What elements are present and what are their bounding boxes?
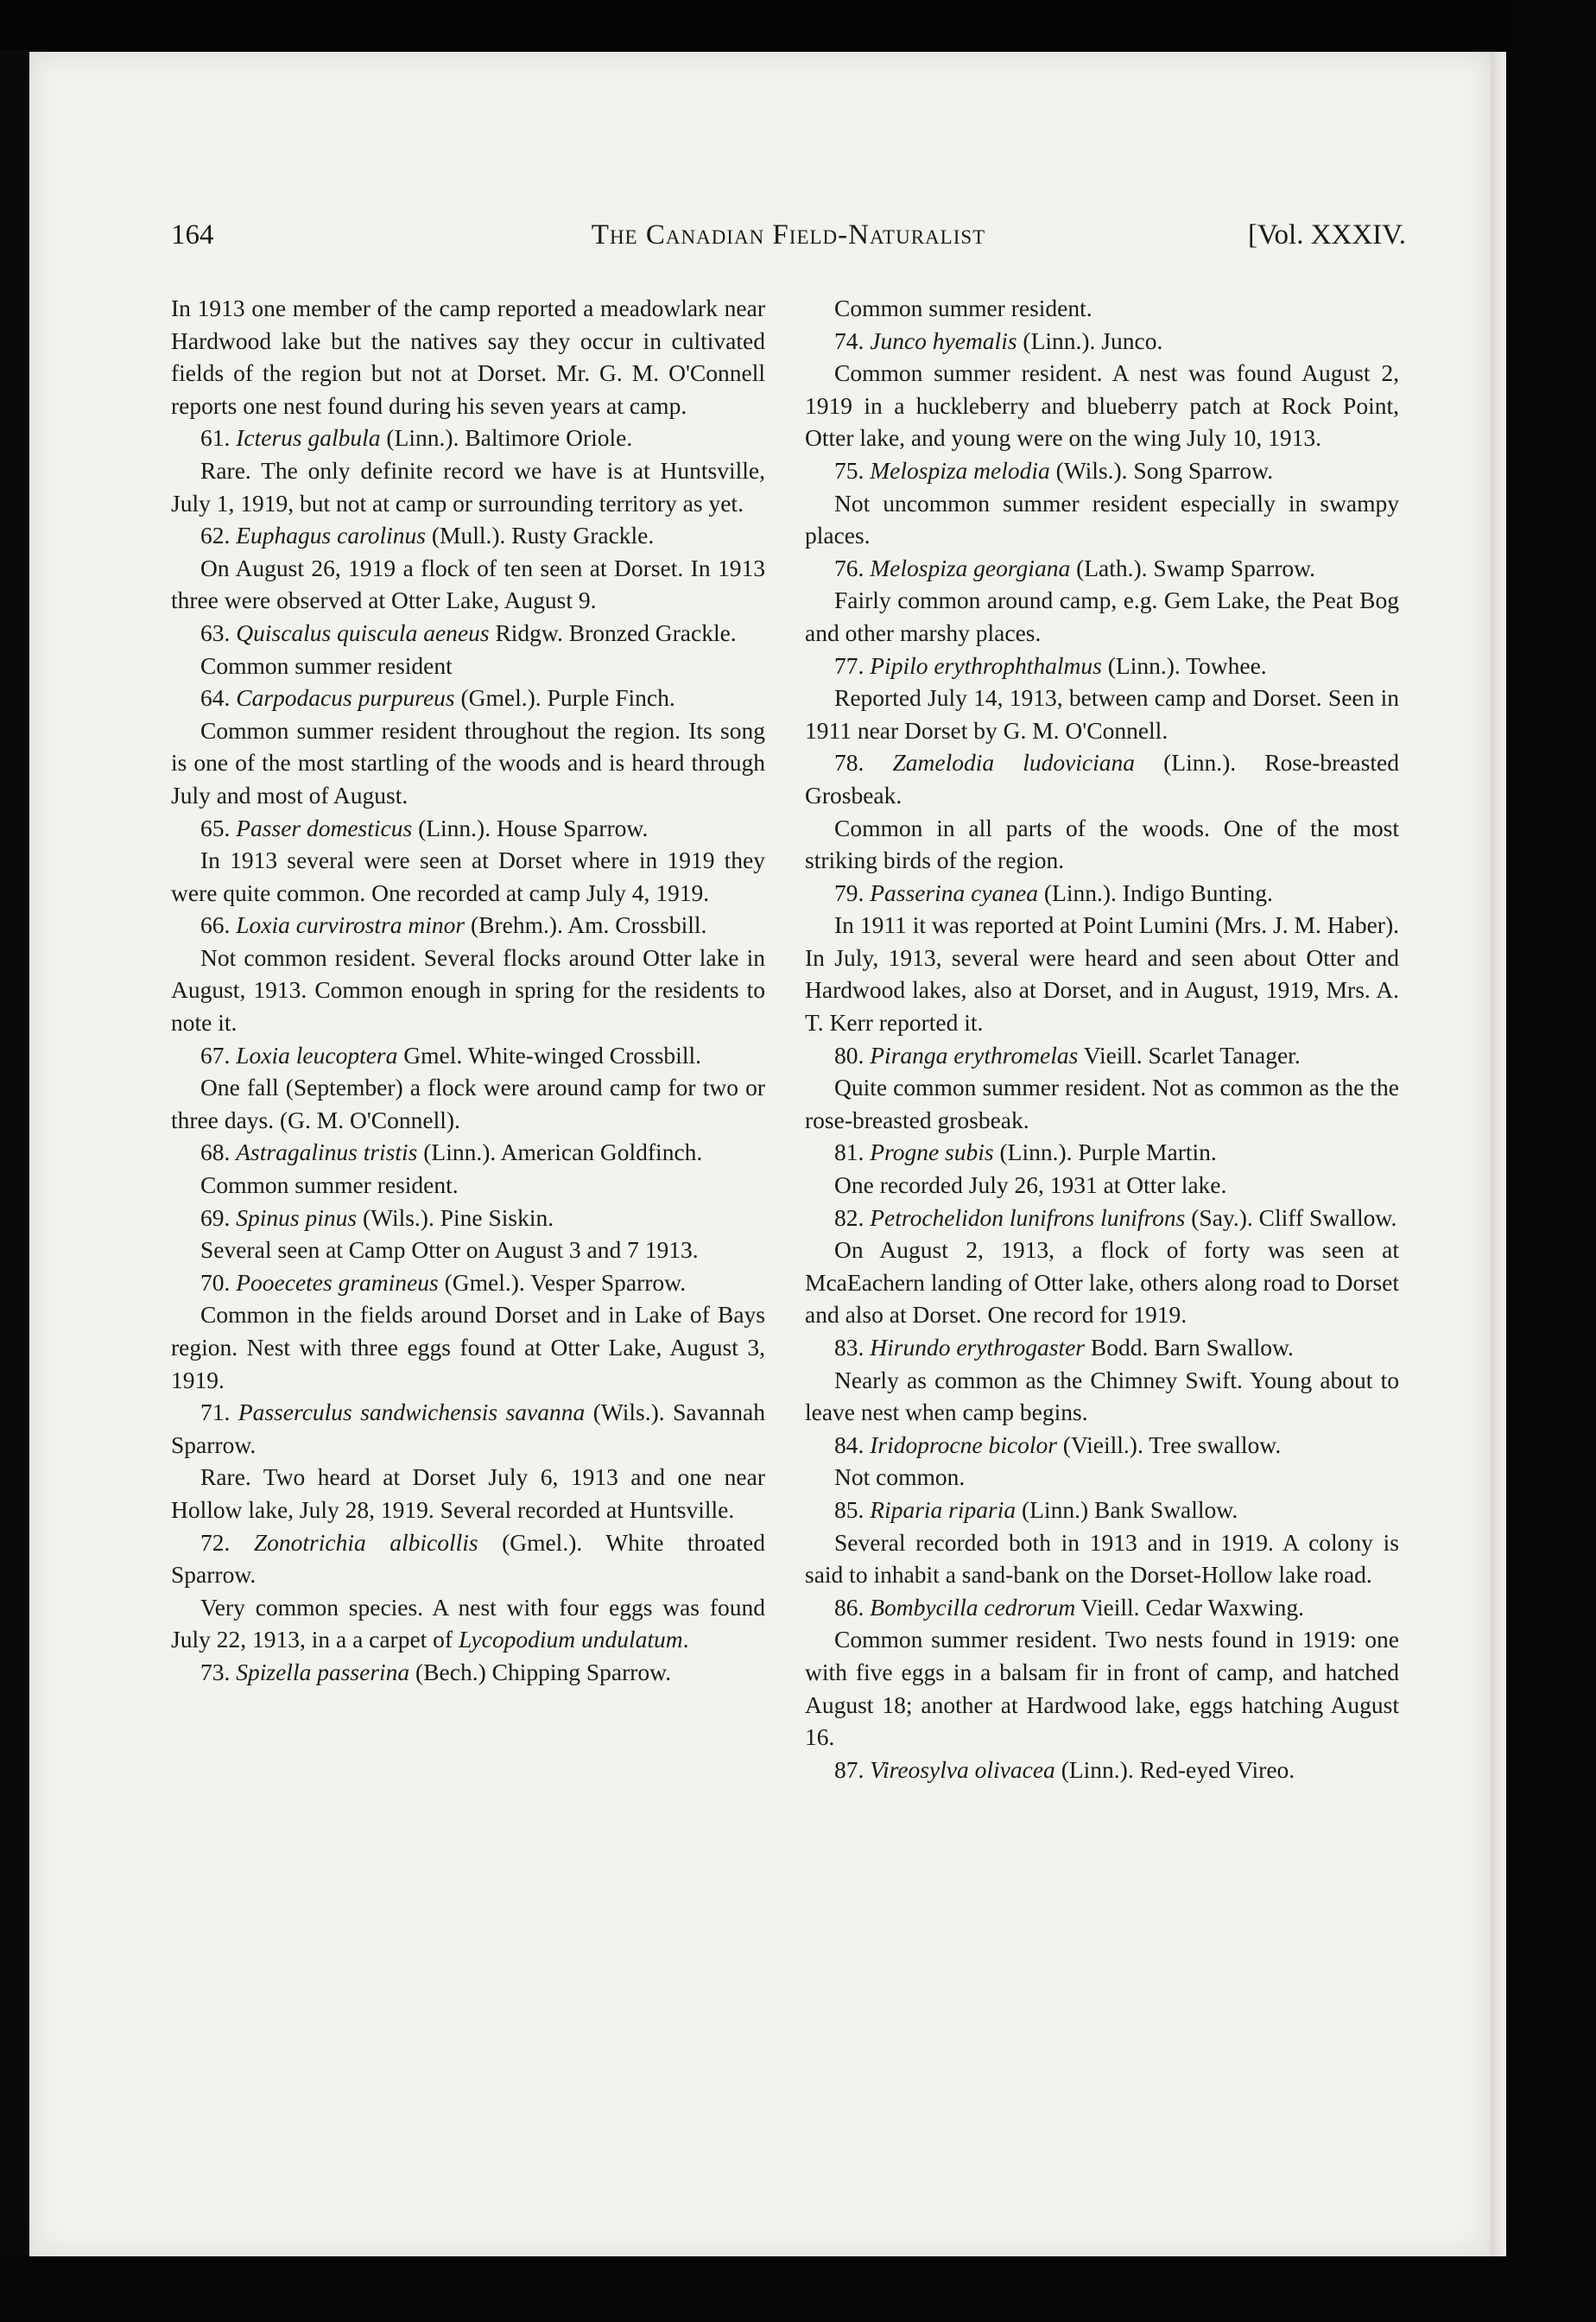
note-text: Quite common summer resident. Not as common as the the rose-breasted grosbeak. [805,1074,1399,1133]
species-entry [805,1429,1399,1462]
right-column [805,292,1399,1786]
species-note [805,812,1399,877]
note-text: One recorded July 26, 1931 at Otter lake. [834,1171,1227,1199]
species-number: 69. [200,1203,237,1231]
species-entry [805,877,1399,910]
species-entry [171,422,765,454]
species-note [805,357,1399,454]
species-number: 72. [200,1528,254,1556]
scientific-name: Icterus galbula [236,424,381,452]
scientific-name: Progne subis [870,1139,994,1166]
species-note [171,1071,765,1136]
scientific-name: Junco hyemalis [870,327,1017,354]
species-authority-common-name: (Linn.). American Goldfinch. [417,1139,703,1166]
scientific-name: Astragalinus tristis [236,1139,418,1166]
species-number: 66. [200,911,237,939]
species-number: 63. [200,619,237,646]
species-note [171,1234,765,1266]
note-text: One fall (September) a flock were around camp for two or three days. (G. M. O'Connell). [171,1074,765,1133]
species-number: 82. [834,1203,871,1231]
species-entry [171,519,765,552]
scientific-name: Bombycilla cedrorum [870,1593,1076,1621]
species-authority-common-name: (Wils.). Song Sparrow. [1049,456,1274,484]
species-authority-common-name: Vieill. Scarlet Tanager. [1078,1041,1301,1069]
species-note [171,454,765,519]
note-text: Not common resident. Several flocks around Otter lake in August, 1913. Common enough in spring for the residents to note it. [171,943,765,1037]
running-header [171,216,1406,254]
scientific-name: Petrochelidon lunifrons lunifrons [870,1203,1186,1231]
species-entry [805,1754,1399,1786]
species-number: 74. [834,327,871,354]
species-note [171,1298,765,1396]
scientific-name: Loxia leucoptera [236,1041,398,1069]
species-entry [171,682,765,714]
facing-page-edge [1491,52,1506,2256]
species-number: 81. [834,1139,871,1166]
species-note [805,1169,1399,1202]
species-note [171,1461,765,1526]
species-number: 67. [200,1041,237,1069]
species-note [805,487,1399,552]
scientific-name: Spinus pinus [236,1203,358,1231]
species-authority-common-name: (Lath.). Swamp Sparrow. [1070,554,1316,581]
species-authority-common-name: (Gmel.). Purple Finch. [454,684,675,712]
note-text: Common in the fields around Dorset and in Lake of Bays region. Nest with three eggs found at Otter Lake, August 3, 1919. [171,1301,765,1393]
species-authority-common-name: (Brehm.). Am. Crossbill. [465,911,707,939]
species-number: 65. [200,814,237,841]
note-text: Common summer resident throughout the region. Its song is one of the most startling of the woods and is heard through July and most of August. [171,716,765,809]
species-number: 75. [834,456,871,484]
note-text: Rare. Two heard at Dorset July 6, 1913 and one near Hollow lake, July 28, 1919. Several recorded at Huntsville. [171,1463,765,1523]
species-authority-common-name: (Gmel.). White throated Sparrow. [171,1528,765,1589]
species-entry [171,1656,765,1689]
species-note [805,1234,1399,1331]
species-note [171,844,765,909]
note-text: Not common. [834,1463,966,1491]
scientific-name: Euphagus carolinus [236,522,426,549]
species-number: 86. [834,1593,871,1621]
species-number: 78. [834,749,893,777]
species-number: 85. [834,1495,871,1523]
note-text: Common in all parts of the woods. One of the most striking birds of the region. [805,814,1399,874]
species-authority-common-name: (Linn.). Red-eyed Vireo. [1054,1755,1295,1783]
note-text: Very common species. A nest with four eggs was found July 22, 1913, in a a carpet of [171,1593,765,1653]
species-authority-common-name: (Bech.) Chipping Sparrow. [409,1658,672,1685]
species-entry [171,1136,765,1169]
scientific-name: Riparia riparia [870,1495,1016,1523]
note-text: In 1911 it was reported at Point Lumini (Mrs. J. M. Haber). In July, 1913, several were heard and seen about Otter and Hardwood lakes, also at Dorset, and in August, 1919, Mrs. A. T. Kerr reported it. [805,911,1399,1037]
species-note [805,1461,1399,1494]
species-entry [171,812,765,845]
note-text: Nearly as common as the Chimney Swift. Young about to leave nest when camp begins. [805,1366,1399,1426]
species-number: 77. [834,651,871,679]
species-entry [171,909,765,942]
note-text: In 1913 one member of the camp reported a meadowlark near Hardwood lake but the natives say they occur in cultivated fields of the region but not at Dorset. Mr. G. M. O'Connell reports one nest found during his seven years at camp. [171,295,765,419]
volume-label: [Vol. XXXIV. [1247,219,1406,251]
species-note [171,650,765,682]
species-entry [171,1202,765,1234]
species-number: 64. [200,684,237,712]
species-entry [171,617,765,650]
note-text: Rare. The only definite record we have is at Huntsville, July 1, 1919, but not at camp or surrounding territory as yet. [171,456,765,517]
species-authority-common-name: (Vieill.). Tree swallow. [1056,1431,1282,1458]
species-authority-common-name: (Linn.). Rose-breasted Grosbeak. [805,749,1400,809]
species-authority-common-name: (Linn.). Indigo Bunting. [1038,879,1273,906]
species-entry [805,1591,1399,1624]
note-text: On August 26, 1919 a flock of ten seen at Dorset. In 1913 three were observed at Otter Lake, August 9. [171,554,765,614]
species-authority-common-name: (Wils.). Pine Siskin. [357,1203,554,1231]
species-entry [805,1136,1399,1169]
species-number: 73. [200,1658,237,1685]
note-text: On August 2, 1913, a flock of forty was seen at McaEachern landing of Otter lake, others along road to Dorset and also at Dorset. One record for 1919. [805,1236,1399,1329]
scientific-name: Melospiza georgiana [870,554,1071,581]
species-authority-common-name: Ridgw. Bronzed Grackle. [489,619,737,646]
species-authority-common-name: (Mull.). Rusty Grackle. [426,522,655,549]
species-authority-common-name: (Wils.). Savannah Sparrow. [171,1399,766,1458]
scientific-name: Spizella passerina [236,1658,410,1685]
species-entry [805,1039,1399,1072]
scientific-name: Quiscalus quiscula aeneus [236,619,490,646]
species-note [805,909,1399,1038]
note-text: Not uncommon summer resident especially in swampy places. [805,489,1399,549]
species-entry [171,1266,765,1299]
page-number: 164 [171,219,214,251]
species-note [805,584,1399,649]
species-number: 68. [200,1139,237,1166]
scientific-name: Piranga erythromelas [870,1041,1079,1069]
species-authority-common-name: Bodd. Barn Swallow. [1085,1334,1294,1361]
note-text: In 1913 several were seen at Dorset where in 1919 they were quite common. One recorded at camp July 4, 1919. [171,847,765,906]
note-text: Common summer resident. [200,1171,459,1199]
scientific-name: Vireosylva olivacea [870,1755,1055,1783]
species-authority-common-name: Gmel. White-winged Crossbill. [397,1041,701,1069]
scientific-name: Pipilo erythrophthalmus [870,651,1102,679]
species-entry [171,1039,765,1072]
species-number: 79. [834,879,871,906]
species-entry [805,746,1399,811]
species-entry [805,454,1399,487]
note-text: Common summer resident. Two nests found in 1919: one with five eggs in a balsam fir in front of camp, and hatched August 18; another at Hardwood lake, eggs hatching August 16. [805,1626,1399,1751]
species-authority-common-name: (Linn.). House Sparrow. [412,814,649,841]
species-number: 83. [834,1334,871,1361]
scientific-name: Melospiza melodia [870,456,1050,484]
scientific-name: Passerculus sandwichensis savanna [238,1399,586,1426]
species-authority-common-name: (Linn.). Baltimore Oriole. [380,424,633,452]
species-number: 71. [200,1399,238,1426]
species-authority-common-name: (Linn.). Towhee. [1101,651,1267,679]
scientific-name: Loxia curvirostra minor [236,911,466,939]
species-entry [171,1526,765,1591]
note-text: Common summer resident [200,651,453,679]
scientific-name: Zamelodia ludoviciana [892,749,1136,777]
species-authority-common-name: (Linn.) Bank Swallow. [1016,1495,1238,1523]
species-entry [805,552,1399,585]
species-number: 70. [200,1268,237,1296]
note-text: Several recorded both in 1913 and in 1919. A colony is said to inhabit a sand-bank on the Dorset-Hollow lake road. [805,1528,1399,1589]
note-text: Common summer resident. [834,295,1092,321]
scientific-name: Passerina cyanea [870,879,1038,906]
species-note [171,1591,765,1656]
scientific-name: Carpodacus purpureus [236,684,455,712]
species-note [805,1071,1399,1136]
species-note [805,1623,1399,1753]
species-authority-common-name: (Gmel.). Vesper Sparrow. [438,1268,687,1296]
left-column [171,292,765,1689]
species-entry [805,650,1399,682]
species-note [805,682,1399,746]
species-note [805,1526,1399,1591]
species-authority-common-name: Vieill. Cedar Waxwing. [1075,1593,1305,1621]
species-number: 87. [834,1755,871,1783]
species-entry [805,1202,1399,1234]
note-text: Several seen at Camp Otter on August 3 and 7 1913. [200,1236,699,1264]
species-note [805,1364,1399,1429]
scan-border-top [0,0,1596,50]
species-entry [805,1494,1399,1526]
species-note [171,552,765,617]
species-note [171,942,765,1039]
continued-paragraph [171,292,765,422]
species-number: 61. [200,424,237,452]
species-note [171,1169,765,1202]
species-note [805,292,1399,325]
scientific-name: Pooecetes gramineus [236,1268,439,1296]
species-authority-common-name: (Linn.). Purple Martin. [993,1139,1217,1166]
journal-title: The Canadian Field-Naturalist [591,219,986,251]
scientific-name: Iridoprocne bicolor [870,1431,1057,1458]
scientific-name: Zonotrichia albicollis [253,1528,478,1556]
species-number: 76. [834,554,871,581]
species-entry [805,1331,1399,1364]
scientific-name: Hirundo erythrogaster [870,1334,1086,1361]
species-authority-common-name: (Linn.). Junco. [1016,327,1163,354]
scan-border-bottom [0,2256,1596,2322]
species-number: 62. [200,522,237,549]
scientific-name: Lycopodium undulatum [458,1626,683,1653]
species-authority-common-name: (Say.). Cliff Swallow. [1185,1203,1397,1231]
species-entry [171,1396,765,1461]
note-text: Common summer resident. A nest was found August 2, 1919 in a huckleberry and blueberry patch at Rock Point, Otter lake, and young were on the wing July 10, 1913. [805,359,1399,452]
species-number: 84. [834,1431,871,1458]
species-note [171,714,765,812]
species-number: 80. [834,1041,871,1069]
species-entry [805,325,1399,358]
scientific-name: Passer domesticus [236,814,413,841]
scan-border-right [1506,0,1596,2322]
note-text: Fairly common around camp, e.g. Gem Lake, the Peat Bog and other marshy places. [805,587,1399,646]
note-text: . [682,1626,689,1653]
note-text: Reported July 14, 1913, between camp and Dorset. Seen in 1911 near Dorset by G. M. O'Connell. [805,684,1399,744]
